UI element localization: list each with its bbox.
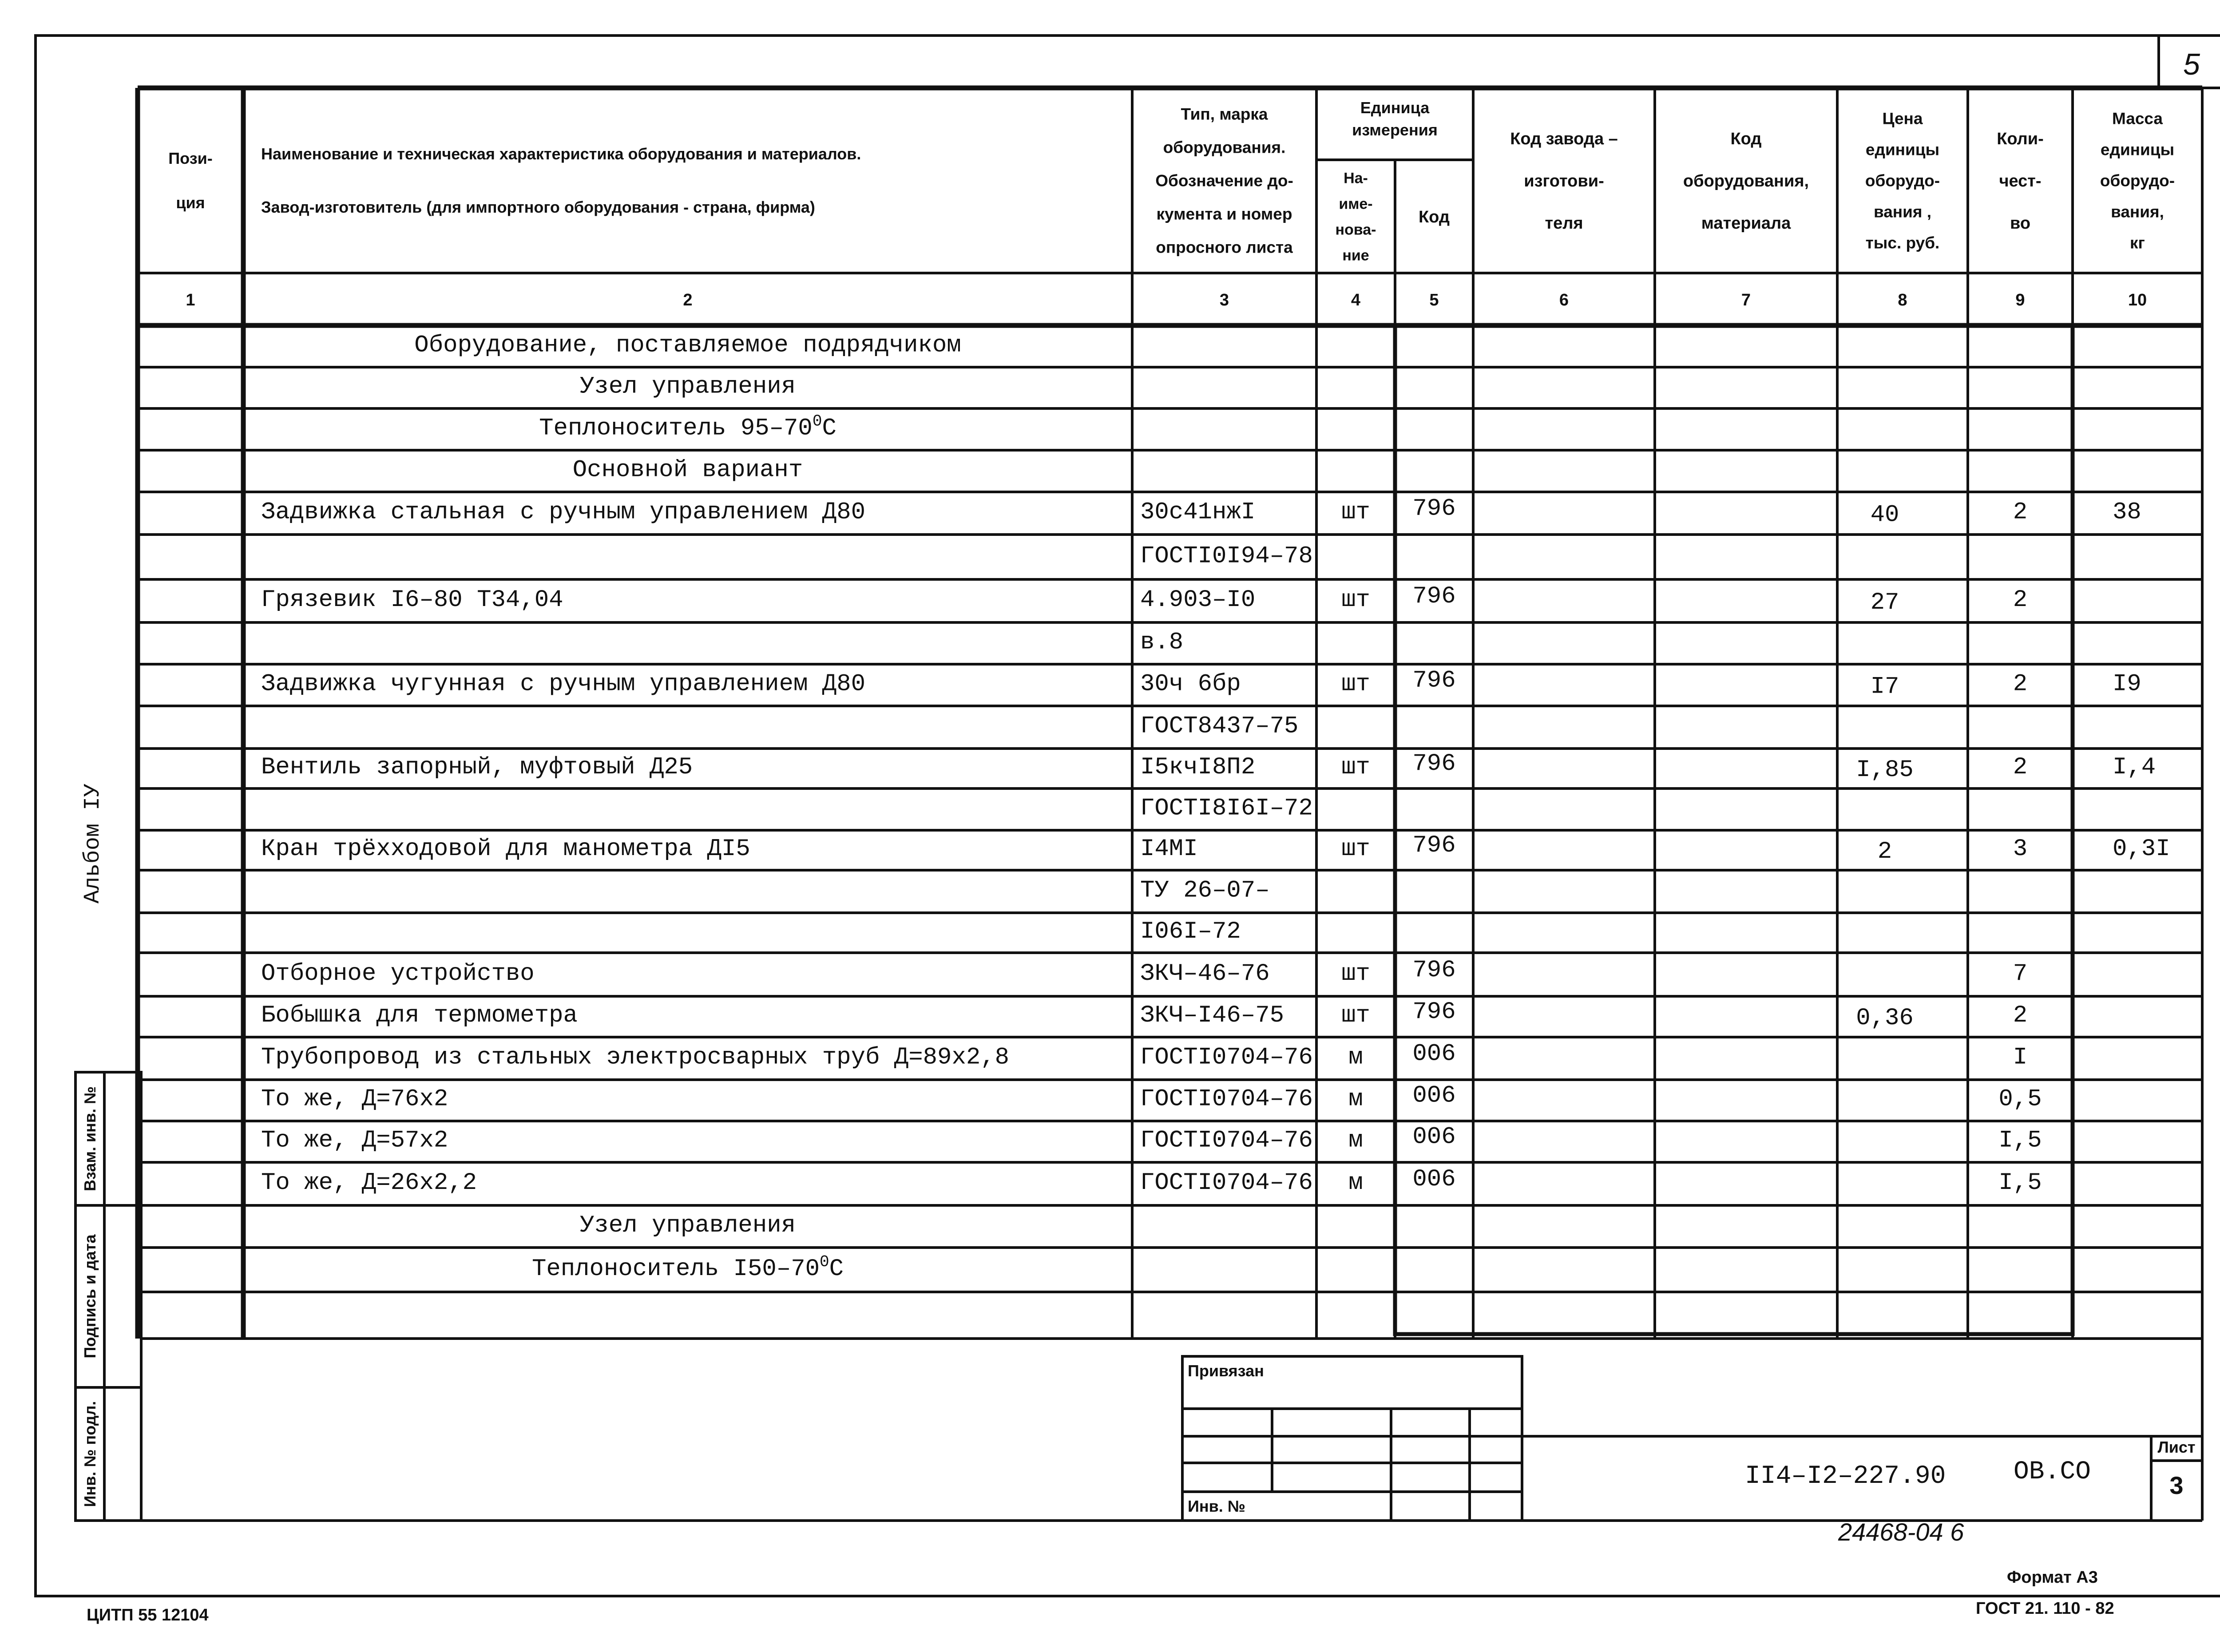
item-mass: I,4 bbox=[2113, 753, 2156, 781]
sheet-corner-number: 5 bbox=[2183, 48, 2200, 81]
header-c10-line: вания, bbox=[2111, 202, 2164, 221]
gost-label: ГОСТ 21. 110 - 82 bbox=[1976, 1599, 2114, 1618]
item-mass: 38 bbox=[2113, 499, 2141, 526]
column-number-c7: 7 bbox=[1741, 291, 1751, 309]
column-number-c4: 4 bbox=[1351, 291, 1361, 309]
item-unit-code: 796 bbox=[1412, 998, 1456, 1026]
item-type: в.8 bbox=[1140, 629, 1184, 656]
item-unit-code: 796 bbox=[1412, 956, 1456, 984]
item-unit: шт bbox=[1341, 960, 1370, 987]
podpis-data-label: Подпись и дата bbox=[81, 1234, 99, 1359]
album-label: Альбом IУ bbox=[80, 783, 106, 904]
privyazan-label: Привязан bbox=[1188, 1362, 1264, 1380]
inv-podl-label: Инв. № подл. bbox=[81, 1401, 99, 1507]
item-unit-code: 796 bbox=[1412, 832, 1456, 859]
item-type: 30с41нжI bbox=[1140, 499, 1256, 526]
title-block bbox=[141, 1339, 2202, 1521]
item-mass: 0,3I bbox=[2113, 835, 2170, 863]
header-c10-line: оборудо- bbox=[2100, 171, 2175, 190]
header-c4-line: нова- bbox=[1335, 221, 1376, 238]
header-unit-group: измерения bbox=[1352, 121, 1438, 139]
item-mass: I9 bbox=[2113, 670, 2141, 698]
item-name: Задвижка стальная с ручным управлением Д80 bbox=[261, 499, 866, 526]
vzam-inv-label: Взам. инв. № bbox=[81, 1086, 99, 1192]
header-c2-line: Завод-изготовитель (для импортного оборудования - страна, фирма) bbox=[261, 198, 815, 217]
item-unit-code: 796 bbox=[1412, 667, 1456, 694]
format-label: Формат А3 bbox=[2007, 1568, 2098, 1587]
item-name: То же, Д=26х2,2 bbox=[261, 1169, 477, 1197]
row-heading: Теплоноситель $I50-70^0С$ bbox=[531, 1252, 844, 1283]
heading-unit: С bbox=[822, 415, 836, 442]
item-type: ГОСТ8437–75 bbox=[1140, 713, 1299, 740]
item-quantity: 2 bbox=[2013, 670, 2028, 698]
column-number-c2: 2 bbox=[683, 291, 693, 309]
header-c4-line: име- bbox=[1339, 195, 1373, 213]
item-name: То же, Д=57х2 bbox=[261, 1127, 448, 1154]
row-heading: Основной вариант bbox=[572, 456, 803, 484]
item-quantity: 0,5 bbox=[1998, 1085, 2042, 1113]
item-type: I06I–72 bbox=[1140, 918, 1241, 945]
item-unit-code: 796 bbox=[1412, 750, 1456, 777]
document-code: II4–I2–227.90 bbox=[1745, 1462, 1946, 1491]
header-c7-line: Код bbox=[1730, 129, 1762, 148]
header-c3-line: опросного листа bbox=[1156, 238, 1293, 257]
item-price: 0,36 bbox=[1856, 1005, 1914, 1032]
item-unit: м bbox=[1348, 1044, 1363, 1071]
header-c3-line: Обозначение до- bbox=[1155, 171, 1293, 190]
item-type: ТУ 26–07– bbox=[1140, 877, 1270, 904]
item-quantity: 2 bbox=[2013, 753, 2028, 781]
header-c2-line: Наименование и техническая характеристика оборудования и материалов. bbox=[261, 145, 861, 163]
list-number: 3 bbox=[2169, 1471, 2184, 1499]
header-c6-line: Код завода – bbox=[1510, 129, 1618, 148]
item-type: 4.903–I0 bbox=[1140, 586, 1256, 614]
row-heading: Узел управления bbox=[579, 1212, 796, 1239]
item-unit: шт bbox=[1341, 670, 1370, 698]
header-c3-line: кумента и номер bbox=[1156, 205, 1292, 223]
item-unit: шт bbox=[1341, 753, 1370, 781]
item-quantity: 3 bbox=[2013, 835, 2028, 863]
column-number-c6: 6 bbox=[1559, 291, 1569, 309]
item-unit-code: 796 bbox=[1412, 495, 1456, 523]
header-c6-line: теля bbox=[1545, 214, 1583, 233]
item-quantity: I,5 bbox=[1998, 1169, 2042, 1197]
column-number-c8: 8 bbox=[1898, 291, 1907, 309]
column-number-c9: 9 bbox=[2015, 291, 2025, 309]
item-price: 27 bbox=[1870, 589, 1899, 617]
item-name: Задвижка чугунная с ручным управлением Д80 bbox=[261, 670, 866, 698]
item-type: I5кчI8П2 bbox=[1140, 753, 1256, 781]
item-unit-code: 006 bbox=[1412, 1123, 1456, 1151]
header-c9-line: Коли- bbox=[1997, 129, 2044, 148]
column-number-c10: 10 bbox=[2128, 291, 2147, 309]
header-c9-line: во bbox=[2010, 214, 2031, 233]
header-c9-line: чест- bbox=[1999, 171, 2042, 190]
item-type: I4MI bbox=[1140, 835, 1198, 863]
item-quantity: I bbox=[2013, 1044, 2028, 1071]
item-type: ГОСТI0704–76 bbox=[1140, 1127, 1313, 1154]
header-c4-line: ние bbox=[1342, 247, 1369, 264]
item-name: Кран трёхходовой для манометра ДI5 bbox=[261, 835, 750, 863]
column-number-c3: 3 bbox=[1219, 291, 1229, 309]
side-stamp bbox=[75, 1072, 141, 1521]
header-c1-line: ция bbox=[176, 194, 205, 212]
heading-degree: 0 bbox=[812, 412, 822, 430]
row-heading: Теплоноситель $95-70^0С$ bbox=[539, 412, 836, 442]
table-header bbox=[168, 99, 2175, 309]
item-name: То же, Д=76х2 bbox=[261, 1085, 448, 1113]
outer-frame bbox=[36, 36, 2220, 1596]
header-c8-line: единицы bbox=[1865, 140, 1940, 159]
header-c8-line: Цена bbox=[1882, 109, 1923, 128]
item-quantity: 2 bbox=[2013, 1002, 2028, 1030]
header-c4-line: На- bbox=[1344, 170, 1368, 187]
item-unit-code: 006 bbox=[1412, 1082, 1456, 1109]
item-type: ГОСТI0I94–78 bbox=[1140, 543, 1313, 570]
header-c6-line: изготови- bbox=[1524, 171, 1604, 190]
item-name: Отборное устройство bbox=[261, 960, 535, 987]
item-type: 30ч 6бр bbox=[1140, 670, 1241, 698]
item-unit-code: 006 bbox=[1412, 1040, 1456, 1068]
item-name: Вентиль запорный, муфтовый Д25 bbox=[261, 753, 693, 781]
item-type: ГОСТI0704–76 bbox=[1140, 1085, 1313, 1113]
row-heading: Узел управления bbox=[579, 373, 796, 400]
heading-degree: 0 bbox=[820, 1252, 829, 1271]
header-c5-line: Код bbox=[1418, 207, 1450, 226]
header-c10-line: Масса bbox=[2112, 109, 2163, 128]
table-body bbox=[261, 332, 2170, 1283]
item-quantity: 7 bbox=[2013, 960, 2028, 987]
item-price: I7 bbox=[1870, 673, 1899, 701]
header-c8-line: оборудо- bbox=[1865, 171, 1940, 190]
document-mark: ОВ.СО bbox=[2014, 1458, 2091, 1486]
inv-no-label: Инв. № bbox=[1188, 1497, 1245, 1515]
column-number-c5: 5 bbox=[1429, 291, 1439, 309]
item-unit: шт bbox=[1341, 586, 1370, 614]
item-quantity: I,5 bbox=[1998, 1127, 2042, 1154]
heading-unit: С bbox=[829, 1256, 844, 1283]
item-quantity: 2 bbox=[2013, 499, 2028, 526]
header-c7-line: материала bbox=[1701, 214, 1791, 233]
item-type: ГОСТI8I6I–72 bbox=[1140, 795, 1313, 822]
item-unit: шт bbox=[1341, 499, 1370, 526]
item-unit-code: 006 bbox=[1412, 1166, 1456, 1193]
item-type: ГОСТI0704–76 bbox=[1140, 1169, 1313, 1197]
header-c8-line: вания , bbox=[1873, 202, 1932, 221]
item-unit: шт bbox=[1341, 835, 1370, 863]
header-unit-group: Единица bbox=[1360, 99, 1430, 117]
handwritten-number: 24468-04 6 bbox=[1838, 1518, 1964, 1546]
item-quantity: 2 bbox=[2013, 586, 2028, 614]
column-number-c1: 1 bbox=[186, 291, 195, 309]
item-name: Грязевик I6–80 Т34,04 bbox=[261, 586, 563, 614]
item-unit: шт bbox=[1341, 1002, 1370, 1030]
item-price: I,85 bbox=[1856, 756, 1914, 784]
item-name: Бобышка для термометра bbox=[261, 1002, 578, 1030]
list-label: Лист bbox=[2157, 1438, 2196, 1456]
header-c10-line: кг bbox=[2130, 234, 2145, 252]
citp-label: ЦИТП 55 12104 bbox=[87, 1606, 209, 1624]
item-unit: м bbox=[1348, 1085, 1363, 1113]
item-type: ЗКЧ–I46–75 bbox=[1140, 1002, 1284, 1030]
header-c3-line: Тип, марка bbox=[1181, 105, 1268, 123]
item-name: Трубопровод из стальных электросварных труб Д=89х2,8 bbox=[261, 1044, 1010, 1071]
header-c7-line: оборудования, bbox=[1683, 171, 1809, 190]
item-price: 2 bbox=[1877, 838, 1892, 865]
header-c1-line: Пози- bbox=[168, 149, 213, 168]
item-type: ГОСТI0704–76 bbox=[1140, 1044, 1313, 1071]
item-type: ЗКЧ–46–76 bbox=[1140, 960, 1270, 987]
item-unit-code: 796 bbox=[1412, 583, 1456, 610]
header-c3-line: оборудования. bbox=[1163, 138, 1286, 157]
item-unit: м bbox=[1348, 1127, 1363, 1154]
row-heading: Оборудование, поставляемое подрядчиком bbox=[414, 332, 961, 359]
item-unit: м bbox=[1348, 1169, 1363, 1197]
item-price: 40 bbox=[1870, 501, 1899, 529]
header-c10-line: единицы bbox=[2100, 140, 2175, 159]
header-c8-line: тыс. руб. bbox=[1865, 234, 1940, 252]
